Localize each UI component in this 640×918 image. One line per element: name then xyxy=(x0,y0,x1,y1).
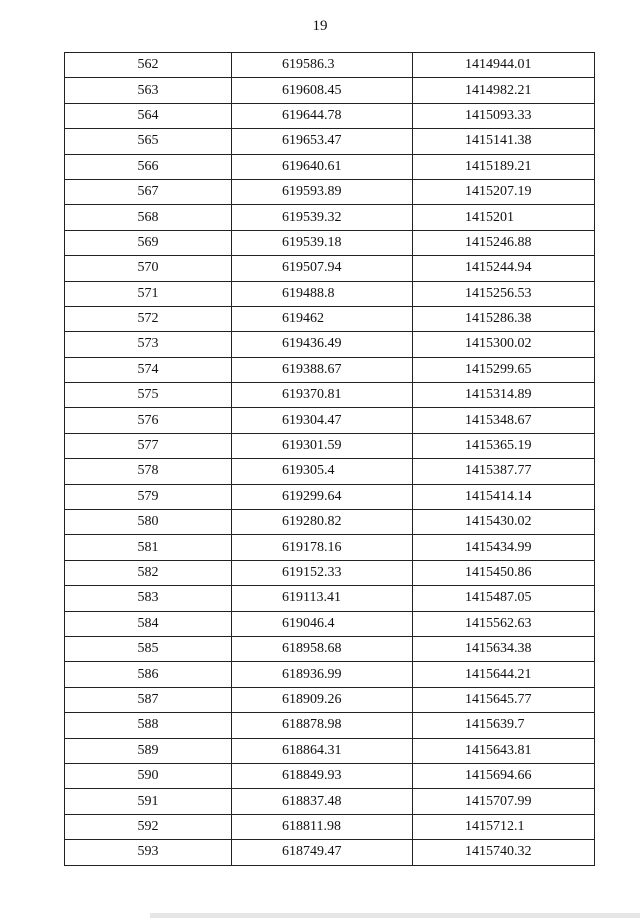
table-row xyxy=(65,510,595,535)
y-coordinate-cell: 1415189.21 xyxy=(413,154,595,179)
y-coordinate-cell: 1415246.88 xyxy=(413,230,595,255)
x-coordinate-cell: 619640.61 xyxy=(232,154,413,179)
table-row xyxy=(65,840,595,865)
x-coordinate-cell: 619113.41 xyxy=(232,586,413,611)
y-coordinate-cell: 1415093.33 xyxy=(413,103,595,128)
point-number-cell: 565 xyxy=(65,129,232,154)
x-coordinate-cell: 619299.64 xyxy=(232,484,413,509)
x-coordinate-cell: 618749.47 xyxy=(232,840,413,865)
x-coordinate-cell: 618849.93 xyxy=(232,763,413,788)
y-coordinate-cell: 1415365.19 xyxy=(413,433,595,458)
x-coordinate-cell: 619301.59 xyxy=(232,433,413,458)
point-number-cell: 579 xyxy=(65,484,232,509)
x-coordinate-cell: 619586.3 xyxy=(232,53,413,78)
x-coordinate-cell: 619488.8 xyxy=(232,281,413,306)
y-coordinate-cell: 1415299.65 xyxy=(413,357,595,382)
x-coordinate-cell: 619539.18 xyxy=(232,230,413,255)
x-coordinate-cell: 619388.67 xyxy=(232,357,413,382)
point-number-cell: 586 xyxy=(65,662,232,687)
table-row xyxy=(65,687,595,712)
table-row xyxy=(65,636,595,661)
table-row xyxy=(65,78,595,103)
x-coordinate-cell: 619304.47 xyxy=(232,408,413,433)
page-number: 19 xyxy=(312,18,328,34)
table-row xyxy=(65,179,595,204)
point-number-cell: 573 xyxy=(65,332,232,357)
y-coordinate-cell: 1415639.7 xyxy=(413,713,595,738)
table-row xyxy=(65,383,595,408)
x-coordinate-cell: 619178.16 xyxy=(232,535,413,560)
table-row xyxy=(65,154,595,179)
x-coordinate-cell: 618837.48 xyxy=(232,789,413,814)
point-number-cell: 562 xyxy=(65,53,232,78)
point-number-cell: 591 xyxy=(65,789,232,814)
y-coordinate-cell: 1415430.02 xyxy=(413,510,595,535)
y-coordinate-cell: 1415201 xyxy=(413,205,595,230)
table-row xyxy=(65,256,595,281)
point-number-cell: 571 xyxy=(65,281,232,306)
coordinate-table xyxy=(64,52,595,866)
scan-edge-shadow xyxy=(150,913,640,918)
point-number-cell: 592 xyxy=(65,814,232,839)
y-coordinate-cell: 1415314.89 xyxy=(413,383,595,408)
y-coordinate-cell: 1415256.53 xyxy=(413,281,595,306)
x-coordinate-cell: 618864.31 xyxy=(232,738,413,763)
table-row xyxy=(65,357,595,382)
y-coordinate-cell: 1414944.01 xyxy=(413,53,595,78)
x-coordinate-cell: 619280.82 xyxy=(232,510,413,535)
table-row xyxy=(65,306,595,331)
x-coordinate-cell: 619593.89 xyxy=(232,179,413,204)
point-number-cell: 578 xyxy=(65,459,232,484)
y-coordinate-cell: 1415487.05 xyxy=(413,586,595,611)
point-number-cell: 566 xyxy=(65,154,232,179)
point-number-cell: 581 xyxy=(65,535,232,560)
table-row xyxy=(65,713,595,738)
y-coordinate-cell: 1415645.77 xyxy=(413,687,595,712)
x-coordinate-cell: 618878.98 xyxy=(232,713,413,738)
point-number-cell: 574 xyxy=(65,357,232,382)
point-number-cell: 593 xyxy=(65,840,232,865)
point-number-cell: 563 xyxy=(65,78,232,103)
point-number-cell: 582 xyxy=(65,560,232,585)
x-coordinate-cell: 618909.26 xyxy=(232,687,413,712)
table-row xyxy=(65,586,595,611)
y-coordinate-cell: 1415141.38 xyxy=(413,129,595,154)
point-number-cell: 580 xyxy=(65,510,232,535)
point-number-cell: 583 xyxy=(65,586,232,611)
x-coordinate-cell: 619305.4 xyxy=(232,459,413,484)
y-coordinate-cell: 1415348.67 xyxy=(413,408,595,433)
table-row xyxy=(65,205,595,230)
y-coordinate-cell: 1415694.66 xyxy=(413,763,595,788)
y-coordinate-cell: 1415387.77 xyxy=(413,459,595,484)
y-coordinate-cell: 1415712.1 xyxy=(413,814,595,839)
point-number-cell: 590 xyxy=(65,763,232,788)
table-row xyxy=(65,53,595,78)
table-row xyxy=(65,459,595,484)
x-coordinate-cell: 619539.32 xyxy=(232,205,413,230)
point-number-cell: 576 xyxy=(65,408,232,433)
x-coordinate-cell: 618958.68 xyxy=(232,636,413,661)
y-coordinate-cell: 1415634.38 xyxy=(413,636,595,661)
point-number-cell: 585 xyxy=(65,636,232,661)
table-row xyxy=(65,611,595,636)
x-coordinate-cell: 619046.4 xyxy=(232,611,413,636)
table-row xyxy=(65,535,595,560)
y-coordinate-cell: 1415414.14 xyxy=(413,484,595,509)
x-coordinate-cell: 619644.78 xyxy=(232,103,413,128)
table-row xyxy=(65,281,595,306)
table-row xyxy=(65,332,595,357)
y-coordinate-cell: 1415707.99 xyxy=(413,789,595,814)
x-coordinate-cell: 619436.49 xyxy=(232,332,413,357)
y-coordinate-cell: 1415434.99 xyxy=(413,535,595,560)
table-row xyxy=(65,433,595,458)
point-number-cell: 588 xyxy=(65,713,232,738)
y-coordinate-cell: 1415644.21 xyxy=(413,662,595,687)
point-number-cell: 584 xyxy=(65,611,232,636)
table-row xyxy=(65,103,595,128)
x-coordinate-cell: 619462 xyxy=(232,306,413,331)
y-coordinate-cell: 1415562.63 xyxy=(413,611,595,636)
table-row xyxy=(65,560,595,585)
point-number-cell: 575 xyxy=(65,383,232,408)
y-coordinate-cell: 1415740.32 xyxy=(413,840,595,865)
point-number-cell: 568 xyxy=(65,205,232,230)
coordinate-table-body xyxy=(65,53,595,866)
x-coordinate-cell: 619152.33 xyxy=(232,560,413,585)
y-coordinate-cell: 1415450.86 xyxy=(413,560,595,585)
point-number-cell: 587 xyxy=(65,687,232,712)
y-coordinate-cell: 1415286.38 xyxy=(413,306,595,331)
table-row xyxy=(65,814,595,839)
table-row xyxy=(65,230,595,255)
point-number-cell: 567 xyxy=(65,179,232,204)
x-coordinate-cell: 619370.81 xyxy=(232,383,413,408)
y-coordinate-cell: 1415207.19 xyxy=(413,179,595,204)
table-row xyxy=(65,408,595,433)
y-coordinate-cell: 1415244.94 xyxy=(413,256,595,281)
table-row xyxy=(65,129,595,154)
x-coordinate-cell: 619507.94 xyxy=(232,256,413,281)
x-coordinate-cell: 619608.45 xyxy=(232,78,413,103)
y-coordinate-cell: 1415300.02 xyxy=(413,332,595,357)
x-coordinate-cell: 618811.98 xyxy=(232,814,413,839)
point-number-cell: 564 xyxy=(65,103,232,128)
point-number-cell: 569 xyxy=(65,230,232,255)
point-number-cell: 570 xyxy=(65,256,232,281)
table-row xyxy=(65,738,595,763)
table-row xyxy=(65,484,595,509)
point-number-cell: 572 xyxy=(65,306,232,331)
x-coordinate-cell: 619653.47 xyxy=(232,129,413,154)
point-number-cell: 589 xyxy=(65,738,232,763)
x-coordinate-cell: 618936.99 xyxy=(232,662,413,687)
table-row xyxy=(65,662,595,687)
table-row xyxy=(65,789,595,814)
y-coordinate-cell: 1414982.21 xyxy=(413,78,595,103)
y-coordinate-cell: 1415643.81 xyxy=(413,738,595,763)
table-row xyxy=(65,763,595,788)
point-number-cell: 577 xyxy=(65,433,232,458)
